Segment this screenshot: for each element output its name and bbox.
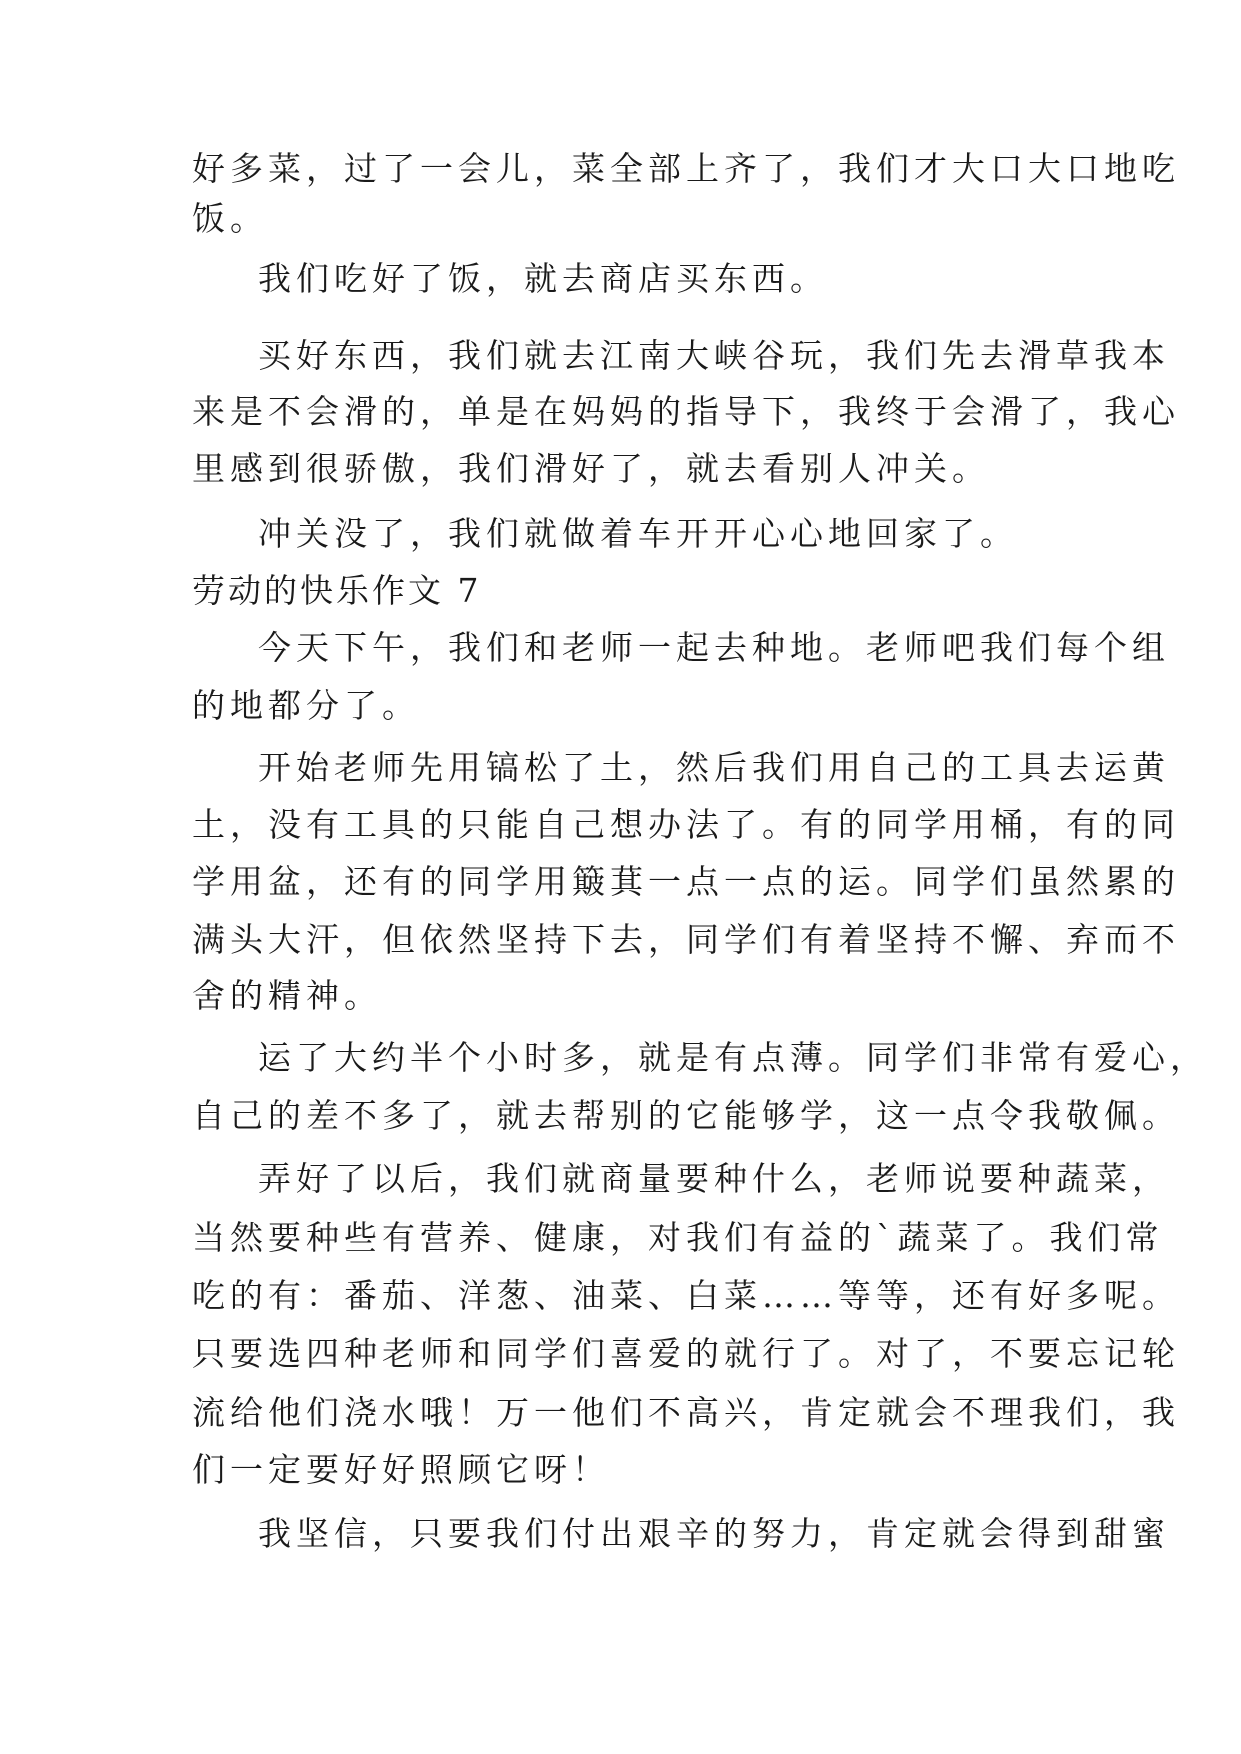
text-line: 当然要种些有营养、健康，对我们有益的`蔬菜了。我们常 [192, 1218, 1164, 1257]
text-line: 自己的差不多了，就去帮别的它能够学，这一点令我敬佩。 [192, 1096, 1180, 1135]
paragraph-start: 开始老师先用镐松了土，然后我们用自己的工具去运黄 [258, 748, 1170, 787]
paragraph-start: 运了大约半个小时多，就是有点薄。同学们非常有爱心， [258, 1038, 1208, 1077]
text-line: 吃的有：番茄、洋葱、油菜、白菜……等等，还有好多呢。 [192, 1276, 1180, 1315]
text-line: 们一定要好好照顾它呀！ [192, 1450, 610, 1489]
paragraph-start: 弄好了以后，我们就商量要种什么，老师说要种蔬菜， [258, 1159, 1170, 1198]
paragraph-start: 今天下午，我们和老师一起去种地。老师吧我们每个组 [258, 628, 1170, 667]
text-line: 来是不会滑的，单是在妈妈的指导下，我终于会滑了，我心 [192, 392, 1180, 431]
text-line: 满头大汗，但依然坚持下去，同学们有着坚持不懈、弃而不 [192, 920, 1180, 959]
text-line: 好多菜，过了一会儿，菜全部上齐了，我们才大口大口地吃 [192, 149, 1180, 188]
paragraph-start: 我们吃好了饭，就去商店买东西。 [258, 259, 828, 298]
text-line: 只要选四种老师和同学们喜爱的就行了。对了，不要忘记轮 [192, 1334, 1180, 1373]
paragraph-start: 我坚信，只要我们付出艰辛的努力，肯定就会得到甜蜜 [258, 1514, 1170, 1553]
text-line: 饭。 [192, 199, 268, 238]
text-line: 的地都分了。 [192, 686, 420, 725]
text-line: 里感到很骄傲，我们滑好了，就去看别人冲关。 [192, 449, 990, 488]
text-line: 土，没有工具的只能自己想办法了。有的同学用桶，有的同 [192, 805, 1180, 844]
text-line: 学用盆，还有的同学用簸萁一点一点的运。同学们虽然累的 [192, 862, 1180, 901]
paragraph-start: 冲关没了，我们就做着车开开心心地回家了。 [258, 514, 1018, 553]
paragraph-start: 买好东西，我们就去江南大峡谷玩，我们先去滑草我本 [258, 336, 1170, 375]
section-title: 劳动的快乐作文 7 [192, 571, 482, 610]
text-line: 流给他们浇水哦！万一他们不高兴，肯定就会不理我们，我 [192, 1393, 1180, 1432]
text-line: 舍的精神。 [192, 976, 382, 1015]
